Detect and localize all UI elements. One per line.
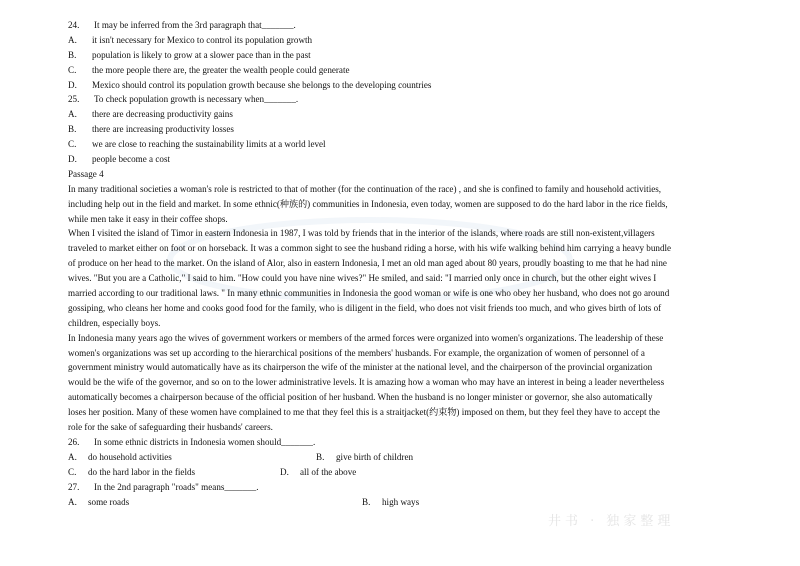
option-24-a: A. it isn't necessary for Mexico to control its population growth [68, 34, 313, 45]
paragraph-2 [68, 226, 732, 330]
question-24 [68, 18, 732, 33]
paragraph-line: of produce on her head to the market. On the island of Alor, also in eastern Indonesia, I met an old man aged about 80 years, proudly boasting to me that he had nine [68, 258, 667, 269]
paragraph-line: When I visited the island of Timor in eastern Indonesia in 1987, I was told by friends that in the interior of the islands, where roads are still non-existent,villagers [68, 228, 655, 239]
footer-watermark: 井书 · 独家整理 [548, 514, 675, 529]
paragraph-line: children, especially boys. [68, 317, 161, 328]
option-26-b: B. give birth of children [316, 451, 414, 462]
option-24-c: C. the more people there are, the greater the wealth people could generate [68, 64, 350, 75]
question-stem: In the 2nd paragraph "roads" means_______. [94, 481, 259, 492]
question-number: 24. [68, 20, 80, 30]
paragraph-line: In Indonesia many years ago the wives of government workers or members of the armed forces were organized into women's organizations. The leadership of these [68, 332, 664, 343]
question-27 [68, 480, 732, 495]
options-26-row-2 [68, 465, 732, 480]
option-26-d: D. all of the above [280, 466, 357, 477]
question-number: 26. [68, 436, 80, 447]
options-26-row-1 [68, 450, 732, 465]
option-25-a: A. there are decreasing productivity gains [68, 109, 233, 120]
paragraph-1 [68, 182, 732, 227]
paragraph-line: would be the wife of the governor, and so on to the lower administrative levels. It is amazing how a woman who may have an interest in being a leader nevertheless [68, 377, 665, 388]
document-page [68, 18, 732, 509]
option-24-d: D. Mexico should control its population growth because she belongs to the developing countries [68, 79, 432, 90]
paragraph-line: while men take it easy in their coffee shops. [68, 213, 228, 224]
question-stem: In some ethnic districts in Indonesia women should_______. [94, 436, 316, 447]
option-25-d: D. people become a cost [68, 154, 171, 165]
paragraph-line: automatically becomes a chairperson because of the official position of her husband. When the husband is no longer minister or governor, she also automatically [68, 392, 653, 403]
paragraph-3 [68, 331, 732, 435]
paragraph-line: role for the sake of safeguarding their husbands' careers. [68, 422, 273, 433]
paragraph-line: In many traditional societies a woman's role is restricted to that of mother (for the continuation of the race) , and she is confined to family and household activities, [68, 183, 662, 194]
paragraph-line: including help out in the field and market. In some ethnic(种族的) communities in Indonesia, even today, women are supposed to do the hard labor in the rice fields, [68, 198, 668, 209]
option-24-b: B. population is likely to grow at a slower pace than in the past [68, 49, 311, 60]
question-25 [68, 92, 732, 107]
paragraph-line: married according to our traditional laws. " In many ethnic communities in Indonesia the good woman or wife is one who obey her husband, who does not go around [68, 288, 670, 299]
paragraph-line: loses her position. Many of these women have complained to me that they feel this is a straitjacket(约束物) imposed on them, but they feel they have to accept the [68, 407, 660, 418]
option-26-a: A. do household activities [68, 451, 172, 462]
paragraph-line: government ministry would automatically have as its chairperson the wife of the minister at the national level, and the chairperson of the provincial organization [68, 362, 653, 373]
option-26-c: C. do the hard labor in the fields [68, 466, 196, 477]
question-stem: To check population growth is necessary when_______. [94, 94, 299, 105]
paragraph-line: traveled to market either on foot or on horseback. It was a common sight to see the husband riding a horse, with his wife walking behind him carrying a heavy bundle [68, 243, 672, 254]
option-25-b: B. there are increasing productivity losses [68, 124, 234, 135]
options-27-row-1 [68, 495, 732, 510]
paragraph-line: gossiping, who cleans her home and cooks good food for the family, who is diligent in the field, who does not visit friends too much, and who gives birth of lots of [68, 302, 662, 313]
option-25-c: C. we are close to reaching the sustainability limits at a world level [68, 139, 326, 150]
passage-title: Passage 4 [68, 168, 104, 179]
paragraph-line: women's organizations was set up according to the hierarchical positions of the members' husbands. For example, the organization of women of personnel of a [68, 347, 645, 358]
option-27-a: A. some roads [68, 496, 130, 507]
question-number: 25. [68, 94, 80, 105]
option-27-b: B. high ways [362, 496, 420, 507]
question-number: 27. [68, 481, 80, 492]
question-26 [68, 435, 732, 450]
question-stem: It may be inferred from the 3rd paragraph that_______. [94, 20, 296, 30]
paragraph-line: wives. "But you are a Catholic," I said to him. "How could you have nine wives?" He smiled, and said: "I married only once in church, but the other eight wives I [68, 273, 657, 284]
